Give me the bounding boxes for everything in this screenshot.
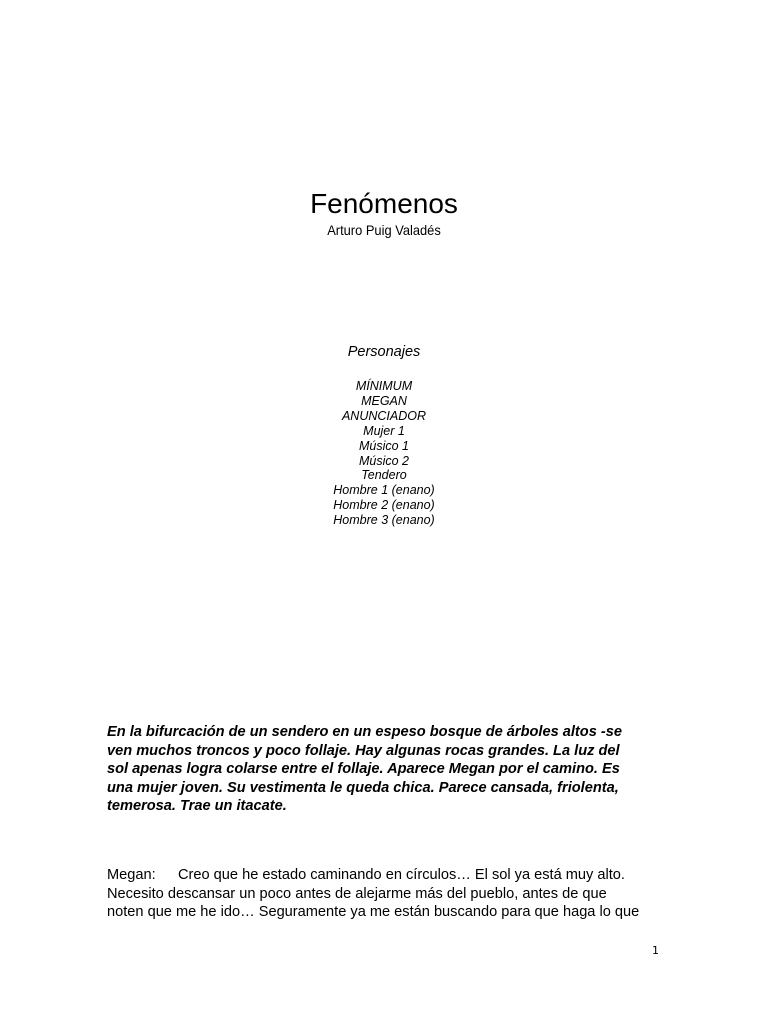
- play-title: Fenómenos: [310, 188, 458, 219]
- dialogue-text: Creo que he estado caminando en círculos… El sol ya está muy alto.: [178, 867, 625, 883]
- cast-item: MÍNIMUM: [355, 379, 413, 393]
- author-name: Arturo Puig Valadés: [327, 222, 441, 238]
- cast-item: Mujer 1: [363, 423, 405, 438]
- cast-heading: Personajes: [347, 344, 421, 360]
- cast-item: ANUNCIADOR: [341, 408, 427, 423]
- stage-direction-line: sol apenas logra colarse entre el follaje. Aparece Megan por el camino. Es: [107, 761, 620, 777]
- page-number: 1: [652, 944, 659, 957]
- dialogue-first-line: [107, 866, 667, 885]
- dialogue-block: [107, 866, 667, 922]
- stage-direction: [107, 723, 667, 816]
- cast-item: MEGAN: [361, 393, 407, 408]
- cast-item: Hombre 2 (enano): [333, 498, 435, 513]
- stage-direction-line: En la bifurcación de un sendero en un espeso bosque de árboles altos -se: [107, 724, 622, 740]
- cast-list: [0, 379, 768, 528]
- stage-direction-line: una mujer joven. Su vestimenta le queda chica. Parece cansada, friolenta,: [107, 779, 619, 796]
- stage-direction-line: temerosa. Trae un itacate.: [107, 798, 287, 814]
- speaker-name: Megan:: [107, 867, 156, 883]
- cast-item: Hombre 3 (enano): [333, 513, 435, 528]
- stage-direction-line: ven muchos troncos y poco follaje. Hay algunas rocas grandes. La luz del: [107, 742, 620, 759]
- cast-item: Músico 2: [358, 453, 410, 468]
- dialogue-line: Necesito descansar un poco antes de alejarme más del pueblo, antes de que: [107, 885, 607, 902]
- cast-item: Tendero: [361, 468, 407, 483]
- dialogue-line: noten que me he ido… Seguramente ya me están buscando para que haga lo que: [107, 904, 640, 920]
- cast-item: Hombre 1 (enano): [333, 483, 435, 498]
- cast-item: Músico 1: [358, 438, 410, 453]
